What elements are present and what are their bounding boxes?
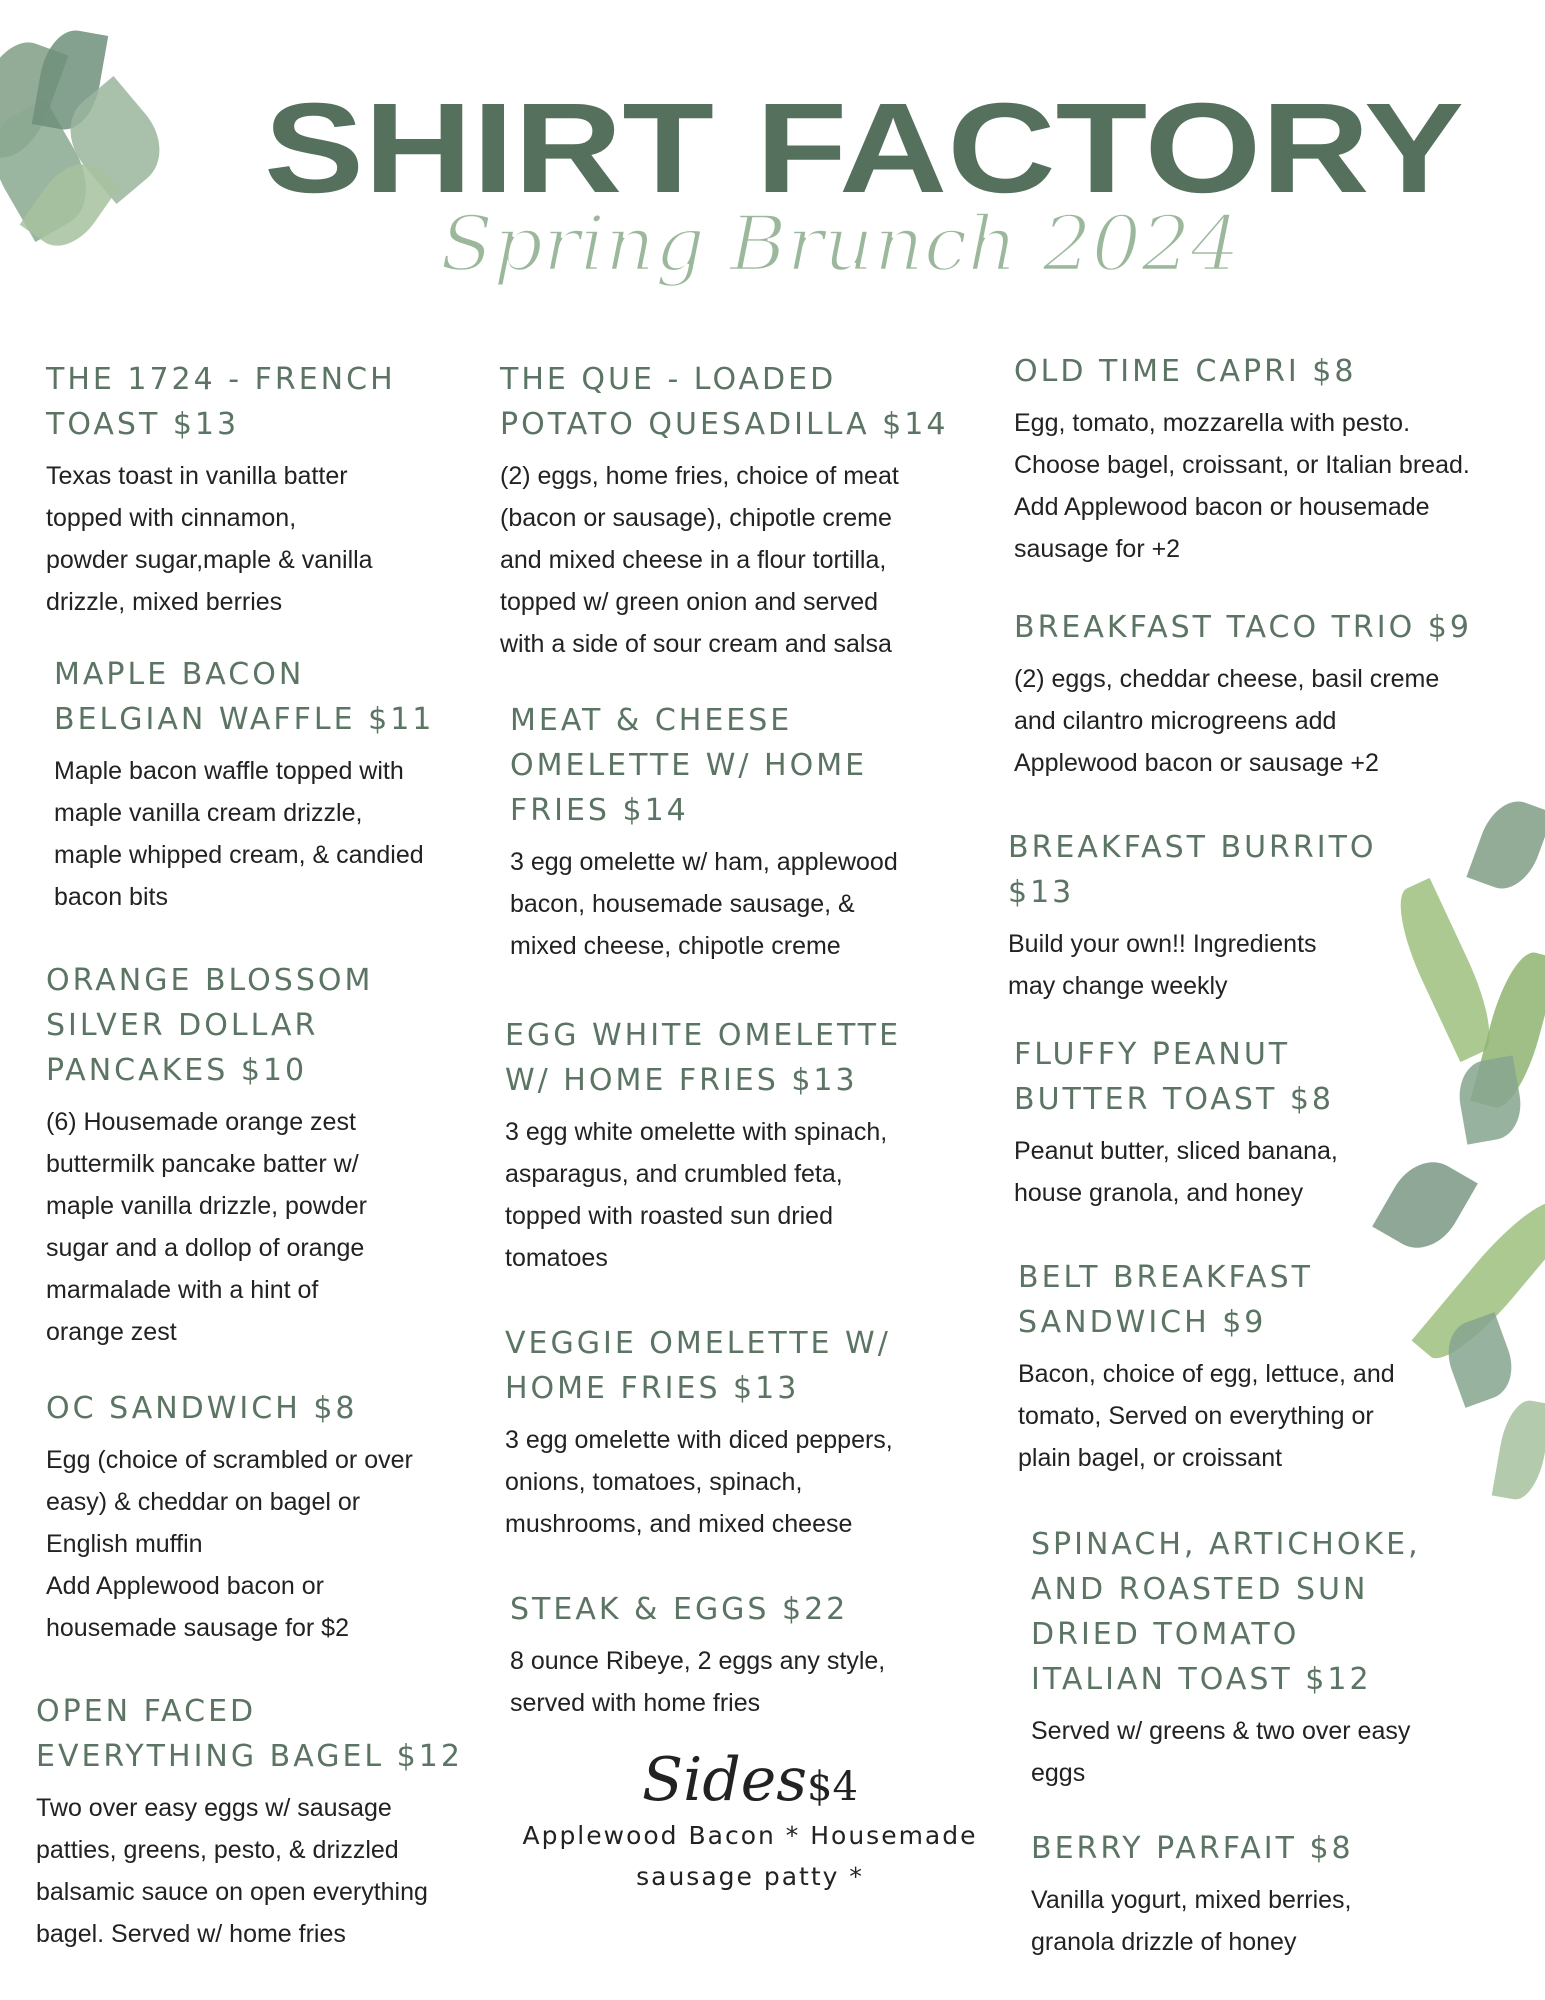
menu-item-name: VEGGIE OMELETTE W/ HOME FRIES $13 xyxy=(505,1326,891,1406)
sides-section xyxy=(520,1745,980,1897)
menu-item xyxy=(510,1587,885,1724)
menu-item-description: Egg, tomato, mozzarella with pesto. Choose bagel, croissant, or Italian bread. Add Applewood bacon or housemade sausage for +2 xyxy=(1014,409,1470,563)
menu-item xyxy=(505,1321,893,1545)
menu-item-name: MEAT & CHEESE OMELETTE W/ HOME FRIES $14 xyxy=(510,703,868,828)
menu-item-description: Maple bacon waffle topped with maple vanilla cream drizzle, maple whipped cream, & candied bacon bits xyxy=(54,757,424,911)
menu-item-name: SPINACH, ARTICHOKE, AND ROASTED SUN DRIED TOMATO ITALIAN TOAST $12 xyxy=(1031,1527,1421,1697)
menu-item xyxy=(1014,605,1472,784)
menu-item xyxy=(46,1386,413,1649)
menu-subtitle: Spring Brunch 2024 xyxy=(440,199,1240,288)
menu-item xyxy=(1014,349,1470,570)
menu-item-name: BELT BREAKFAST SANDWICH $9 xyxy=(1018,1260,1313,1340)
menu-item-description: Build your own!! Ingredients may change weekly xyxy=(1008,930,1317,1000)
menu-item-name: EGG WHITE OMELETTE W/ HOME FRIES $13 xyxy=(505,1018,902,1098)
menu-header xyxy=(0,0,1545,320)
menu-item xyxy=(1031,1826,1354,1963)
menu-item-description: 3 egg omelette w/ ham, applewood bacon, housemade sausage, & mixed cheese, chipotle creme xyxy=(510,848,898,960)
menu-item xyxy=(500,357,948,665)
menu-item-description: Vanilla yogurt, mixed berries, granola drizzle of honey xyxy=(1031,1886,1352,1956)
menu-item-name: ORANGE BLOSSOM SILVER DOLLAR PANCAKES $10 xyxy=(46,963,374,1088)
menu-item-name: OPEN FACED EVERYTHING BAGEL $12 xyxy=(36,1694,463,1774)
menu-item-description: Peanut butter, sliced banana, house granola, and honey xyxy=(1014,1137,1338,1207)
menu-item-name: MAPLE BACON BELGIAN WAFFLE $11 xyxy=(54,657,435,737)
menu-item-description: (6) Housemade orange zest buttermilk pancake batter w/ maple vanilla drizzle, powder sugar and a dollop of orange marmalade with a hint of orange zest xyxy=(46,1108,367,1346)
menu-item xyxy=(1031,1522,1421,1794)
menu-item-description: 8 ounce Ribeye, 2 eggs any style, served with home fries xyxy=(510,1647,886,1717)
menu-item-description: Two over easy eggs w/ sausage patties, greens, pesto, & drizzled balsamic sauce on open everything bagel. Served w/ home fries xyxy=(36,1794,428,1948)
menu-item-description: 3 egg white omelette with spinach, asparagus, and crumbled feta, topped with roasted sun dried tomatoes xyxy=(505,1118,888,1272)
menu-item xyxy=(505,1013,901,1279)
menu-item-description: Served w/ greens & two over easy eggs xyxy=(1031,1717,1411,1787)
restaurant-title: SHIRT FACTORY xyxy=(264,77,1464,220)
menu-item-name: BERRY PARFAIT $8 xyxy=(1031,1831,1354,1866)
menu-item-name: THE QUE - LOADED POTATO QUESADILLA $14 xyxy=(500,362,949,442)
menu-item-name: OC SANDWICH $8 xyxy=(46,1391,358,1426)
menu-item-description: Texas toast in vanilla batter topped with cinnamon, powder sugar,maple & vanilla drizzle, mixed berries xyxy=(46,462,373,616)
menu-item-description: Bacon, choice of egg, lettuce, and tomato, Served on everything or plain bagel, or croissant xyxy=(1018,1360,1395,1472)
menu-item xyxy=(1008,825,1377,1007)
menu-item-name: STEAK & EGGS $22 xyxy=(510,1592,849,1627)
menu-item-description: 3 egg omelette with diced peppers, onions, tomatoes, spinach, mushrooms, and mixed cheese xyxy=(505,1426,893,1538)
menu-item xyxy=(1014,1032,1338,1214)
menu-item xyxy=(54,652,434,918)
menu-item-name: BREAKFAST TACO TRIO $9 xyxy=(1014,610,1472,645)
sides-description: Applewood Bacon * Housemade sausage patty * xyxy=(522,1821,978,1891)
menu-item-description: (2) eggs, cheddar cheese, basil creme and cilantro microgreens add Applewood bacon or sausage +2 xyxy=(1014,665,1440,777)
menu-item xyxy=(46,357,396,623)
menu-item-name: OLD TIME CAPRI $8 xyxy=(1014,354,1357,389)
menu-item-description: (2) eggs, home fries, choice of meat (bacon or sausage), chipotle creme and mixed cheese in a flour tortilla, topped w/ green onion and served with a side of sour cream and salsa xyxy=(500,462,899,658)
sides-title: Sides xyxy=(642,1745,808,1815)
menu-item-name: BREAKFAST BURRITO $13 xyxy=(1008,830,1377,910)
menu-item xyxy=(510,698,898,967)
menu-item xyxy=(1018,1255,1395,1479)
sides-price: $4 xyxy=(807,1764,858,1810)
menu-item-name: THE 1724 - FRENCH TOAST $13 xyxy=(46,362,396,442)
menu-item-name: FLUFFY PEANUT BUTTER TOAST $8 xyxy=(1014,1037,1335,1117)
menu-item xyxy=(46,958,373,1353)
menu-item-description: Egg (choice of scrambled or over easy) & cheddar on bagel or English muffin Add Applewood bacon or housemade sausage for $2 xyxy=(46,1446,413,1642)
menu-item xyxy=(36,1689,463,1955)
